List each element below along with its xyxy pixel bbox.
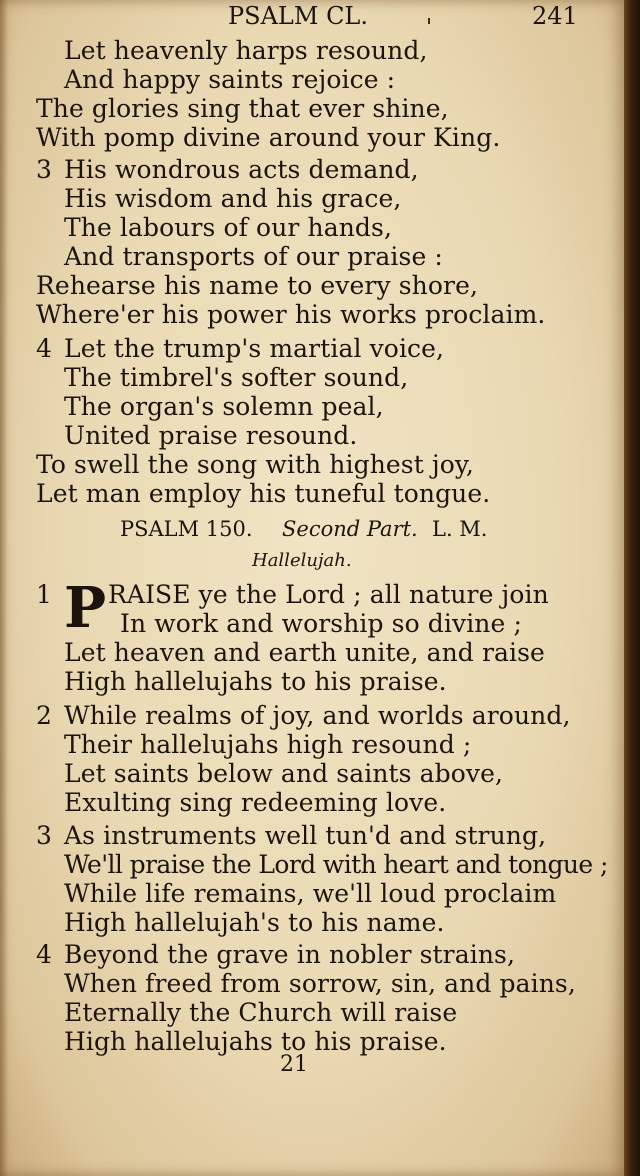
verse-line: Beyond the grave in nobler strains, xyxy=(64,940,515,969)
verse-line: Let the trump's martial voice, xyxy=(64,334,445,363)
verse-line: Where'er his power his works proclaim. xyxy=(36,300,546,329)
verse-line: High hallelujahs to his praise. xyxy=(64,667,447,696)
running-title: PSALM CL. xyxy=(228,2,368,30)
verse-line: To swell the song with highest joy, xyxy=(36,450,474,479)
verse-line: In work and worship so divine ; xyxy=(120,609,522,638)
verse-line: Rehearse his name to every shore, xyxy=(36,271,479,300)
signature-mark: 21 xyxy=(280,1052,308,1077)
meter-heading: L. M. xyxy=(432,517,488,541)
drop-cap: P xyxy=(64,575,107,641)
verse-line: Their hallelujahs high resound ; xyxy=(64,730,472,759)
stanza-number: 3 xyxy=(36,821,52,850)
print-mark xyxy=(428,18,430,24)
verse-line: Exulting sing redeeming love. xyxy=(64,788,447,817)
page-number: 241 xyxy=(532,2,578,30)
verse-line: As instruments well tun'd and strung, xyxy=(64,821,547,850)
verse-line: While realms of joy, and worlds around, xyxy=(64,701,571,730)
page-edge xyxy=(624,0,640,1176)
verse-line: Let heavenly harps resound, xyxy=(64,36,428,65)
verse-line: High hallelujahs to his praise. xyxy=(64,1027,447,1056)
verse-line: The organ's solemn peal, xyxy=(64,392,384,421)
psalm-heading: PSALM 150. xyxy=(120,517,253,541)
verse-line: High hallelujah's to his name. xyxy=(64,908,445,937)
stanza-number: 4 xyxy=(36,334,52,363)
verse-line: And happy saints rejoice : xyxy=(64,65,396,94)
verse-line: Let heaven and earth unite, and raise xyxy=(64,638,545,667)
verse-line: While life remains, we'll loud proclaim xyxy=(64,879,557,908)
verse-line: His wondrous acts demand, xyxy=(64,155,419,184)
stanza-number: 1 xyxy=(36,580,52,609)
stanza-number: 4 xyxy=(36,940,52,969)
verse-line: Let man employ his tuneful tongue. xyxy=(36,479,491,508)
verse-line: With pomp divine around your King. xyxy=(36,123,501,152)
verse-line: The labours of our hands, xyxy=(64,213,392,242)
verse-line: And transports of our praise : xyxy=(64,242,443,271)
page-gutter-shadow xyxy=(0,0,8,1176)
verse-line: The glories sing that ever shine, xyxy=(36,94,449,123)
verse-line: When freed from sorrow, sin, and pains, xyxy=(64,969,576,998)
verse-line: RAISE ye the Lord ; all nature join xyxy=(108,580,549,609)
verse-line: Eternally the Church will raise xyxy=(64,998,458,1027)
part-heading: Second Part. xyxy=(282,517,418,541)
psalm-subtitle: Hallelujah. xyxy=(252,550,352,571)
verse-line: Let saints below and saints above, xyxy=(64,759,504,788)
verse-line: United praise resound. xyxy=(64,421,358,450)
verse-line: The timbrel's softer sound, xyxy=(64,363,409,392)
stanza-number: 2 xyxy=(36,701,52,730)
verse-line: We'll praise the Lord with heart and tongue ; xyxy=(64,850,608,879)
stanza-number: 3 xyxy=(36,155,52,184)
verse-line: His wisdom and his grace, xyxy=(64,184,402,213)
